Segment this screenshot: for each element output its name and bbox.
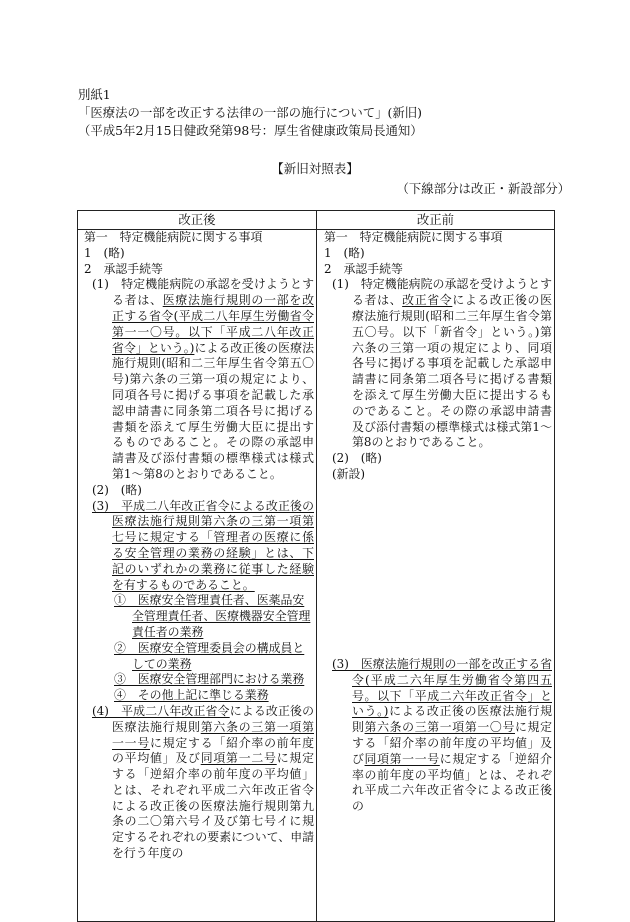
before-new-marker: (新設) [332, 466, 366, 481]
before-item-2: 2 承認手続等 [324, 261, 403, 276]
before-column [318, 230, 552, 815]
after-paragraph-4: (4) 平成二八年改正省令による改正後の医療法施行規則第六条の三第一項第一一号に規定する「紹介率の前年度の平均値」及び同項第一二号に規定する「逆紹介率の前年度の平均値」とは、それぞれ平成二六年改正省令による改正後の医療法施行規則第九条の二〇第六号イ及び第七号イに規定するそれぞれの要素について、申請を行う年度の [92, 703, 314, 861]
after-subitem-2: ② 医療安全管理委員会の構成員としての業務 [114, 640, 305, 671]
after-subitem-1: ① 医療安全管理責任者、医薬品安全管理責任者、医療機器安全管理責任者の業務 [114, 593, 311, 639]
before-section-title: 第一 特定機能病院に関する事項 [324, 230, 503, 244]
after-item-2: 2 承認手続等 [84, 261, 163, 276]
notice-title: 「医療法の一部を改正する法律の一部の施行について」(新旧) [78, 105, 422, 120]
before-paragraph-3: (3) 医療法施行規則の一部を改正する省令(平成二六年厚生労働省令第四五号。以下「平成二六年改正省令」という。)による改正後の医療法施行規則第六条の三第一項第一〇号に規定する「紹介率の前年度の平均値」及び同項第一一号に規定する「逆紹介率の前年度の平均値」とは、それぞれ平成二六年改正省令による改正後の [332, 656, 552, 814]
before-paragraph-1: (1) 特定機能病院の承認を受けようとする者は、改正省令による改正後の医療法施行規則(昭和二三年厚生省令第五〇号。以下「新省令」という。)第六条の三第一項の規定により、同項各号に掲げる事項を記載した承認申請書に同条第二項各号に掲げる書類を添えて厚生労働大臣に提出するものであること。その際の承認申請書及び添付書類の標準様式は様式第1～第8のとおりであること。 [332, 277, 552, 450]
comparison-table-title: 【新旧対照表】 [271, 161, 359, 176]
notice-reference: （平成5年2月15日健政発第98号：厚生省健康政策局長通知） [78, 123, 423, 138]
after-column [78, 230, 314, 862]
column-header-before: 改正前 [317, 211, 554, 230]
after-paragraph-1: (1) 特定機能病院の承認を受けようとする者は、医療法施行規則の一部を改正する省令(平成二八年厚生労働省令第一一〇号。以下「平成二八年改正省令」という。)による改正後の医療法施行規則(昭和二三年厚生省令第五〇号)第六条の三第一項の規定により、同項各号に掲げる事項を記載した承認申請書に同条第二項各号に掲げる書類を添えて厚生労働大臣に提出するものであること。その際の承認申請書及び添付書類の標準様式は様式第1～第8のとおりであること。 [92, 277, 314, 481]
after-section-title: 第一 特定機能病院に関する事項 [84, 230, 263, 244]
after-paragraph-2: (2) (略) [92, 482, 142, 497]
comparison-table [77, 210, 555, 922]
after-item-1: 1 (略) [84, 245, 125, 260]
before-paragraph-2: (2) (略) [332, 451, 382, 466]
after-subitem-3: ③ 医療安全管理部門における業務 [114, 672, 305, 687]
after-paragraph-3: (3) 平成二八年改正省令による改正後の医療法施行規則第六条の三第一項第七号に規定する「管理者の医療に係る安全管理の業務の経験」とは、下記のいずれかの業務に従事した経験を有するものであること。 [92, 498, 314, 592]
underline-note: （下線部分は改正・新設部分） [396, 181, 570, 196]
column-header-after: 改正後 [78, 211, 316, 230]
column-divider [316, 211, 317, 921]
before-item-1: 1 (略) [324, 245, 365, 260]
attachment-label: 別紙1 [78, 87, 111, 102]
after-subitem-4: ④ その他上記に準じる業務 [114, 688, 269, 703]
